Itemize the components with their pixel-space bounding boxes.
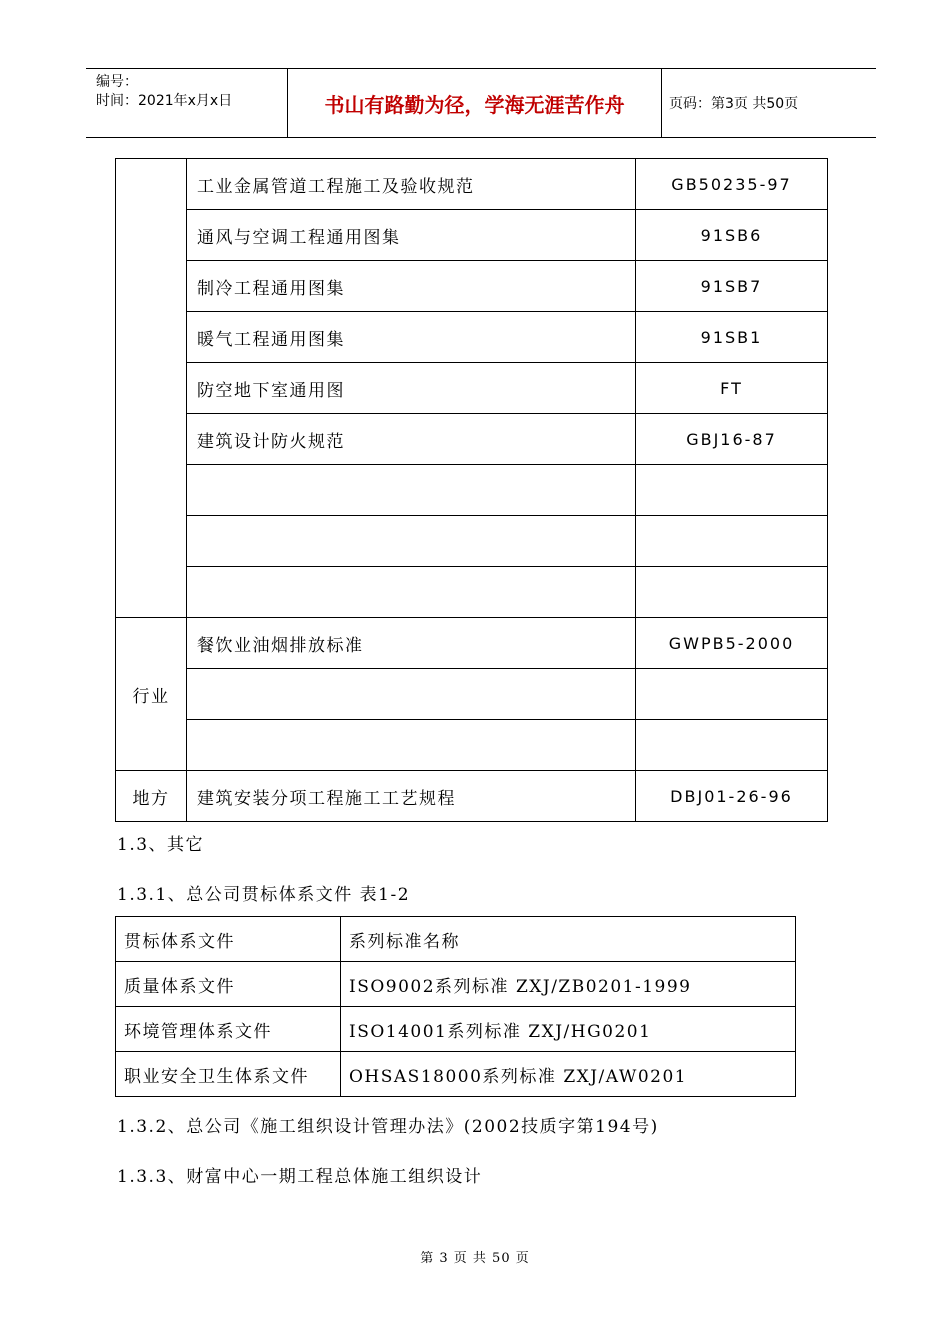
standard-code-cell: FT [636,363,828,414]
category-cell [116,159,187,618]
standard-name-cell [187,465,636,516]
table-row [116,669,828,720]
standard-name-cell [187,720,636,771]
header-meta [86,69,287,137]
table-row [116,962,796,1007]
standard-name-cell: 通风与空调工程通用图集 [187,210,636,261]
page-footer: 第 3 页 共 50 页 [420,1251,530,1266]
standard-code-cell: 91SB1 [636,312,828,363]
standard-code-cell [636,516,828,567]
standard-code-cell [636,567,828,618]
standard-name-cell [187,669,636,720]
standard-code-cell [636,465,828,516]
section-1-3-2: 1.3.2、总公司《施工组织设计管理办法》(2002技质字第194号) [117,1117,659,1137]
standard-name-cell: 餐饮业油烟排放标准 [187,618,636,669]
doc-cell: 贯标体系文件 [116,917,341,962]
table-row [116,159,828,210]
standard-name-cell: 建筑设计防火规范 [187,414,636,465]
standard-name-cell: 暖气工程通用图集 [187,312,636,363]
section-1-3-3: 1.3.3、财富中心一期工程总体施工组织设计 [117,1167,483,1187]
section-1-3: 1.3、其它 [117,835,205,855]
standard-code-cell: 91SB6 [636,210,828,261]
standard-series-cell: ISO14001系列标准 ZXJ/HG0201 [341,1007,796,1052]
section-1-3-1: 1.3.1、总公司贯标体系文件 表1-2 [117,885,411,905]
table-row [116,312,828,363]
table-row [116,618,828,669]
standard-series-cell: ISO9002系列标准 ZXJ/ZB0201-1999 [341,962,796,1007]
time-label: 时间：2021年x月x日 [96,93,233,109]
number-label: 编号： [96,74,138,90]
category-cell: 地方 [116,771,187,822]
category-cell: 行业 [116,618,187,771]
standard-series-cell: 系列标准名称 [341,917,796,962]
standard-name-cell: 防空地下室通用图 [187,363,636,414]
standard-name-cell: 制冷工程通用图集 [187,261,636,312]
table-row [116,363,828,414]
table-row [116,1007,796,1052]
doc-cell: 质量体系文件 [116,962,341,1007]
table-row [116,414,828,465]
table-row [116,567,828,618]
doc-cell: 环境管理体系文件 [116,1007,341,1052]
header-page-info: 页码：第3页 共50页 [669,96,799,112]
table-row [116,771,828,822]
page-header [86,68,876,138]
table-row [116,210,828,261]
standard-series-cell: OHSAS18000系列标准 ZXJ/AW0201 [341,1052,796,1097]
table-row [116,465,828,516]
standard-code-cell: GB50235-97 [636,159,828,210]
table-row [116,917,796,962]
system-docs-table [115,916,796,1097]
header-motto: 书山有路勤为径，学海无涯苦作舟 [287,69,662,137]
standard-code-cell [636,720,828,771]
standard-code-cell: GBJ16-87 [636,414,828,465]
standard-name-cell [187,516,636,567]
standard-code-cell [636,669,828,720]
table-row [116,516,828,567]
standard-code-cell: 91SB7 [636,261,828,312]
standard-code-cell: GWPB5-2000 [636,618,828,669]
standard-name-cell [187,567,636,618]
table-row [116,1052,796,1097]
standard-name-cell: 工业金属管道工程施工及验收规范 [187,159,636,210]
standard-name-cell: 建筑安装分项工程施工工艺规程 [187,771,636,822]
table-row [116,720,828,771]
doc-cell: 职业安全卫生体系文件 [116,1052,341,1097]
table-row [116,261,828,312]
standards-table [115,158,828,822]
standard-code-cell: DBJ01-26-96 [636,771,828,822]
